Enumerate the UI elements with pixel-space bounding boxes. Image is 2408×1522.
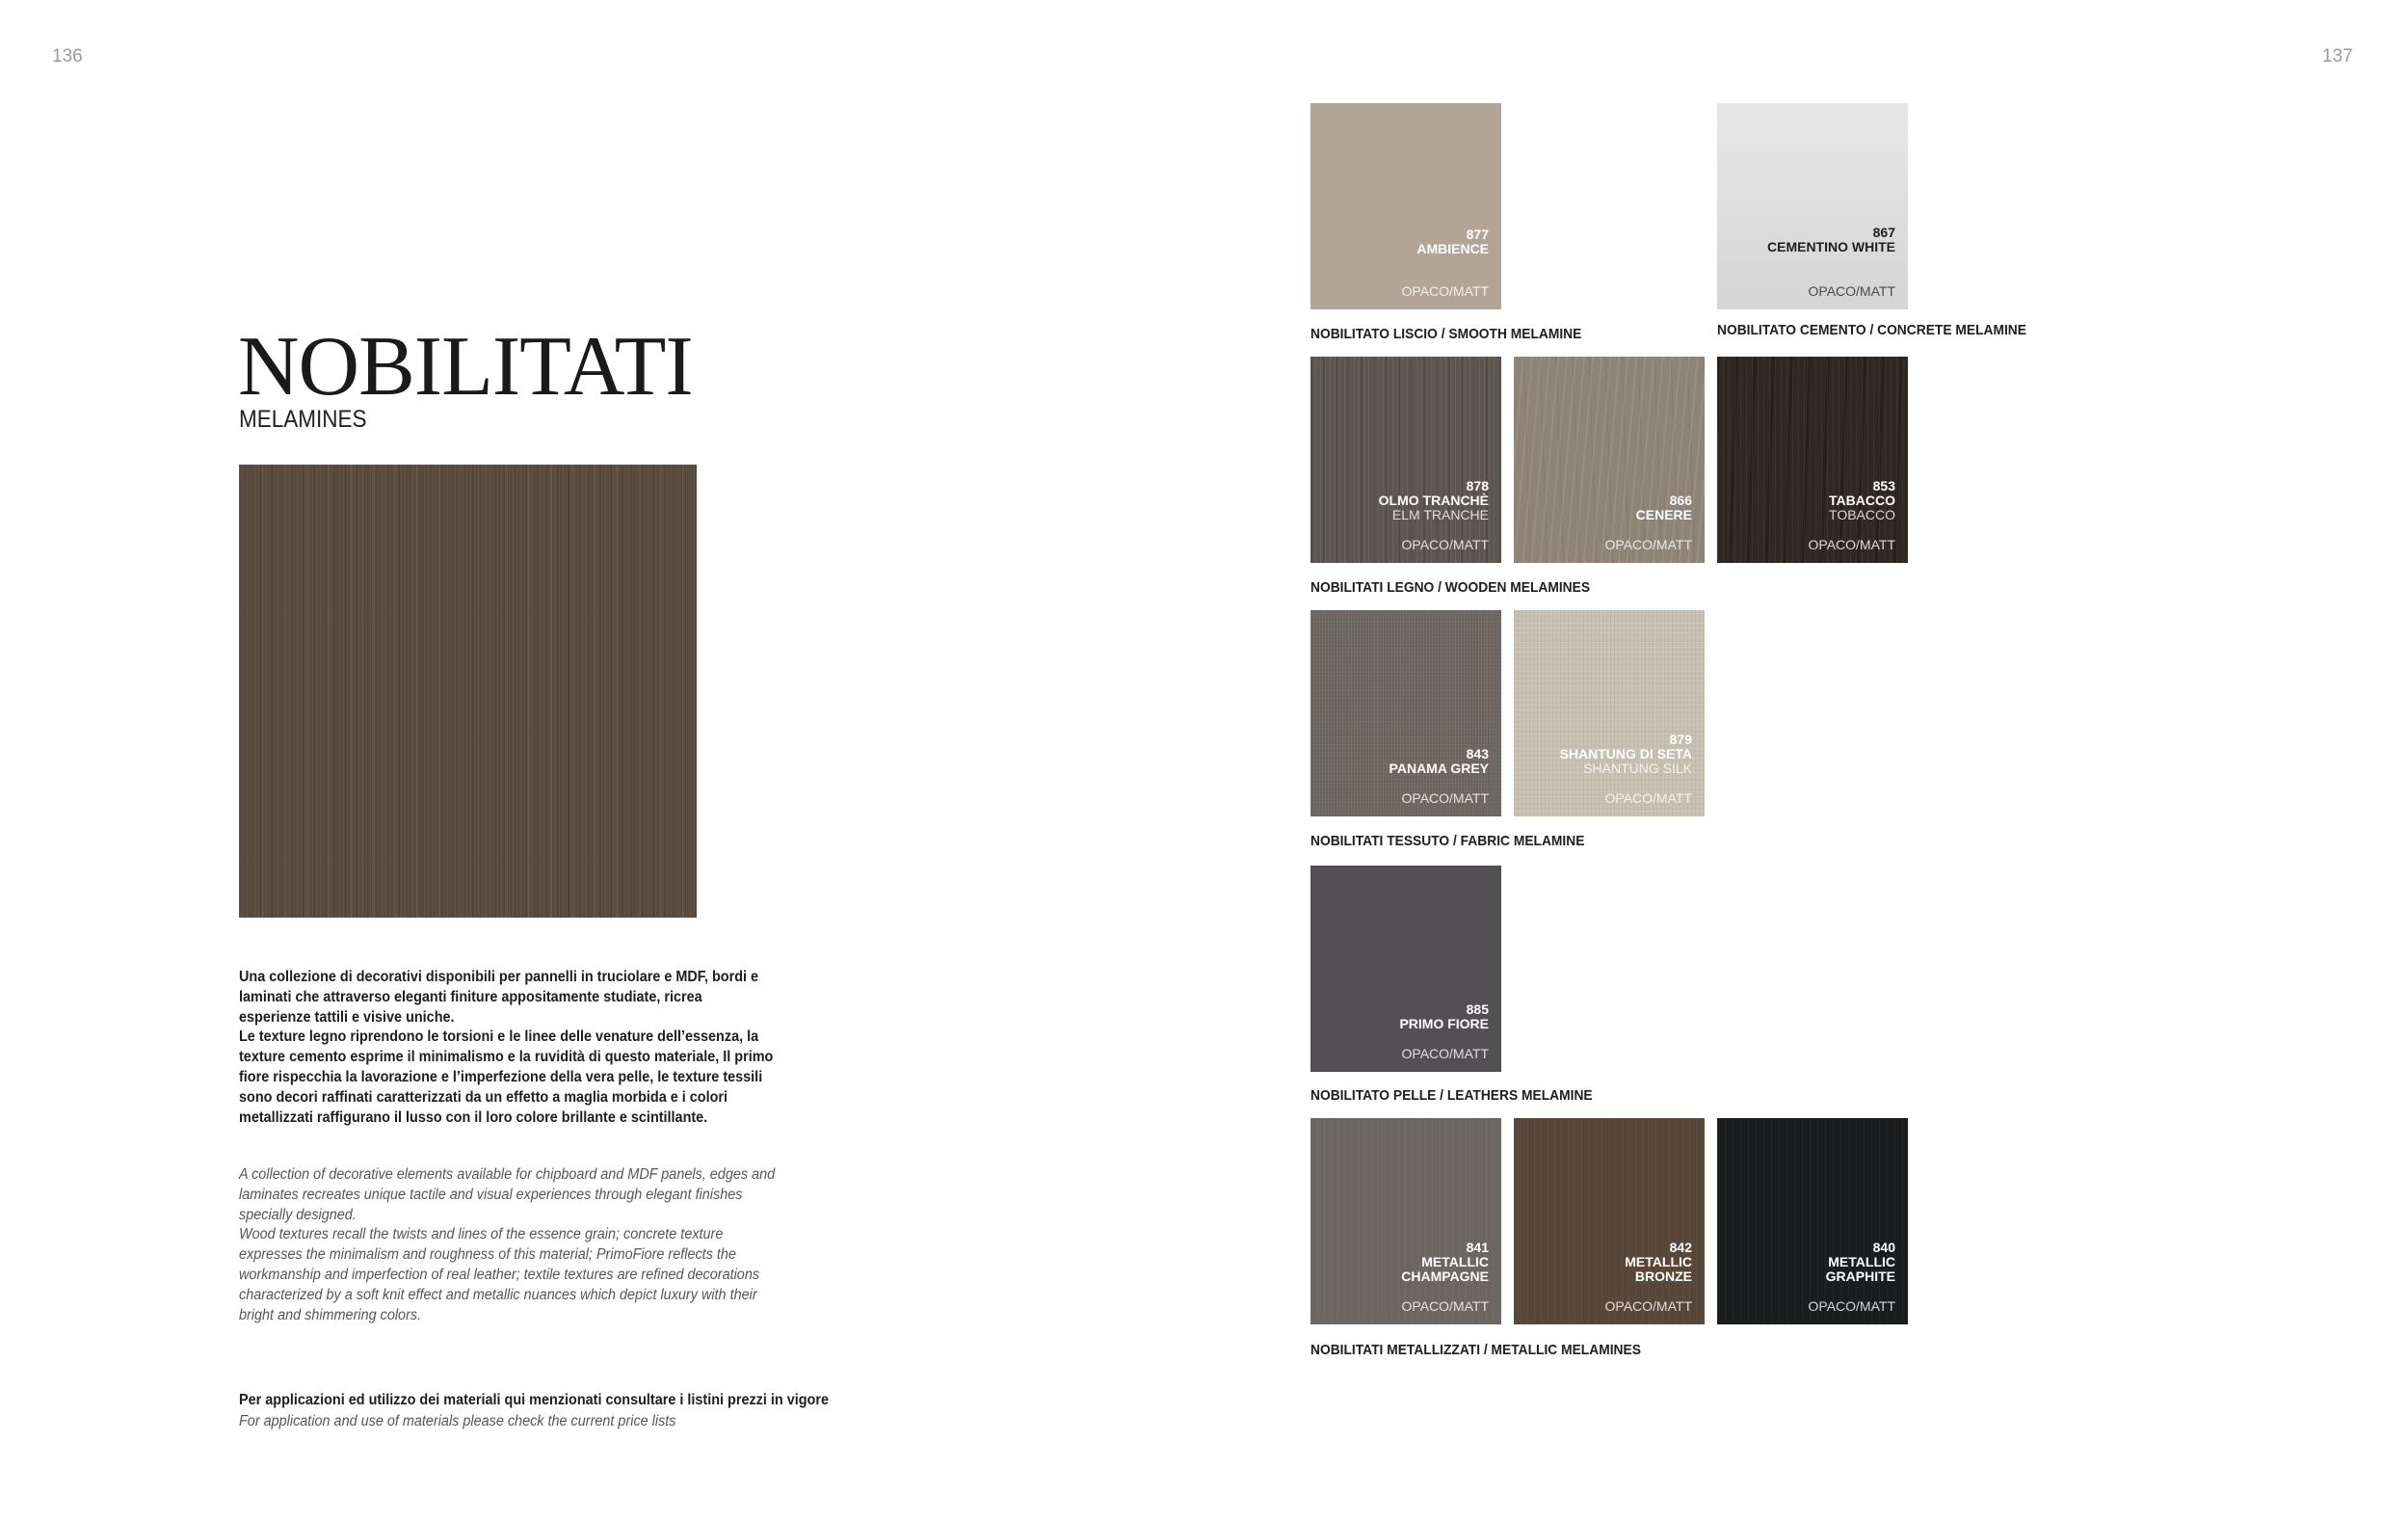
price-list-note-italian: Per applicazioni ed utilizzo dei materiali qui menzionati consultare i listini prezzi in vigore bbox=[239, 1392, 829, 1408]
page-subtitle: MELAMINES bbox=[239, 405, 367, 433]
description-italian-p2: Le texture legno riprendono le torsioni e le linee delle venature dell’essenza, la texture cemento esprime il minimalismo e la ruvidità di questo materiale, Il primo fiore rispecchia la lavorazione e l’imperfezione della vera pelle, le texture tessili sono decori raffinati caratterizzati da un effetto a maglia morbida e i colori metallizzati raffigurano il lusso con il loro colore brillante e scintillante. bbox=[239, 1028, 774, 1126]
swatch-code: 842 bbox=[1669, 1240, 1692, 1255]
swatch-finish: OPACO/MATT bbox=[1401, 283, 1489, 299]
swatch-label bbox=[1625, 1241, 1692, 1284]
swatch-finish: OPACO/MATT bbox=[1401, 790, 1489, 806]
group-label-metallic: NOBILITATI METALLIZZATI / METALLIC MELAMINES bbox=[1310, 1342, 1641, 1358]
swatch-subname: TOBACCO bbox=[1829, 507, 1895, 522]
group-label-fabric: NOBILITATI TESSUTO / FABRIC MELAMINE bbox=[1310, 833, 1585, 849]
swatch-code: 885 bbox=[1466, 1001, 1489, 1017]
swatch-texture bbox=[1514, 1118, 1705, 1324]
hero-texture-image bbox=[239, 465, 697, 918]
swatch-label bbox=[1829, 479, 1895, 522]
swatch-label bbox=[1416, 227, 1489, 256]
swatch-texture bbox=[1514, 357, 1705, 563]
swatch-code: 878 bbox=[1466, 478, 1489, 494]
page-title: NOBILITATI bbox=[238, 319, 693, 414]
swatch-code: 853 bbox=[1872, 478, 1895, 494]
group-label-wooden: NOBILITATI LEGNO / WOODEN MELAMINES bbox=[1310, 579, 1591, 596]
swatch-name-line2: CHAMPAGNE bbox=[1401, 1268, 1489, 1284]
swatch-866-cenere[interactable] bbox=[1514, 357, 1705, 563]
swatch-finish: OPACO/MATT bbox=[1808, 537, 1895, 552]
swatch-texture bbox=[1310, 866, 1501, 1072]
swatch-878-olmo-tranche[interactable] bbox=[1310, 357, 1501, 563]
description-italian bbox=[239, 968, 777, 1128]
swatch-843-panama-grey[interactable] bbox=[1310, 610, 1501, 816]
swatch-texture bbox=[1717, 103, 1908, 309]
swatch-name-line1: METALLIC bbox=[1625, 1254, 1692, 1269]
swatch-867-cementino-white[interactable] bbox=[1717, 103, 1908, 309]
swatch-879-shantung-di-seta[interactable] bbox=[1514, 610, 1705, 816]
swatch-subname: ELM TRANCHE bbox=[1391, 507, 1489, 522]
swatch-877-ambience[interactable] bbox=[1310, 103, 1501, 309]
swatch-texture bbox=[1310, 1118, 1501, 1324]
description-english bbox=[239, 1165, 777, 1325]
description-italian-p1: Una collezione di decorativi disponibili per pannelli in truciolare e MDF, bordi e laminati che attraverso eleganti finiture appositamente studiate, ricrea esperienze tattili e visive uniche. bbox=[239, 969, 759, 1026]
swatch-name-line2: BRONZE bbox=[1634, 1268, 1692, 1284]
swatch-841-metallic-champagne[interactable] bbox=[1310, 1118, 1501, 1324]
swatch-texture bbox=[1717, 1118, 1908, 1324]
swatch-code: 866 bbox=[1669, 493, 1692, 508]
swatch-name-line2: GRAPHITE bbox=[1825, 1268, 1895, 1284]
swatch-name-line1: METALLIC bbox=[1421, 1254, 1489, 1269]
swatch-finish: OPACO/MATT bbox=[1604, 790, 1692, 806]
group-label-leathers: NOBILITATO PELLE / LEATHERS MELAMINE bbox=[1310, 1087, 1593, 1104]
swatch-code: 840 bbox=[1872, 1240, 1895, 1255]
swatch-finish: OPACO/MATT bbox=[1808, 283, 1895, 299]
swatch-label bbox=[1767, 226, 1895, 254]
swatch-name-line1: METALLIC bbox=[1828, 1254, 1895, 1269]
swatch-texture bbox=[1310, 610, 1501, 816]
swatch-label bbox=[1826, 1241, 1895, 1284]
swatch-finish: OPACO/MATT bbox=[1808, 1298, 1895, 1314]
swatch-label bbox=[1636, 494, 1692, 522]
page-number-right: 137 bbox=[2322, 46, 2353, 67]
swatch-label bbox=[1399, 1002, 1489, 1031]
swatch-885-primo-fiore[interactable] bbox=[1310, 866, 1501, 1072]
page-number-left: 136 bbox=[52, 46, 83, 67]
swatch-subname: SHANTUNG SILK bbox=[1583, 761, 1692, 776]
price-list-note-english: For application and use of materials please check the current price lists bbox=[239, 1413, 676, 1429]
swatch-name: CEMENTINO WHITE bbox=[1767, 239, 1895, 254]
swatch-texture bbox=[1310, 357, 1501, 563]
swatch-texture bbox=[1717, 357, 1908, 563]
group-label-smooth: NOBILITATO LISCIO / SMOOTH MELAMINE bbox=[1310, 326, 1582, 342]
swatch-finish: OPACO/MATT bbox=[1401, 537, 1489, 552]
swatch-name: PANAMA GREY bbox=[1389, 761, 1489, 776]
swatch-name: CENERE bbox=[1635, 507, 1692, 522]
swatch-code: 877 bbox=[1466, 227, 1489, 242]
swatch-840-metallic-graphite[interactable] bbox=[1717, 1118, 1908, 1324]
swatch-name: PRIMO FIORE bbox=[1399, 1016, 1489, 1031]
swatch-name: SHANTUNG DI SETA bbox=[1559, 746, 1692, 761]
swatch-name: AMBIENCE bbox=[1416, 241, 1489, 256]
swatch-label bbox=[1560, 733, 1692, 776]
swatch-finish: OPACO/MATT bbox=[1604, 537, 1692, 552]
swatch-finish: OPACO/MATT bbox=[1401, 1298, 1489, 1314]
swatch-code: 841 bbox=[1466, 1240, 1489, 1255]
swatch-finish: OPACO/MATT bbox=[1401, 1046, 1489, 1061]
group-label-concrete: NOBILITATO CEMENTO / CONCRETE MELAMINE bbox=[1717, 322, 2026, 338]
swatch-code: 843 bbox=[1466, 746, 1489, 761]
description-english-p2: Wood textures recall the twists and lines of the essence grain; concrete texture expresses the minimalism and roughness of this material; PrimoFiore reflects the workmanship and imperfection of real leather; textile textures are refined decorations characterized by a soft knit effect and metallic nuances which depict luxury with their bright and shimmering colors. bbox=[239, 1226, 760, 1323]
swatch-name: OLMO TRANCHÈ bbox=[1378, 493, 1489, 508]
swatch-853-tabacco[interactable] bbox=[1717, 357, 1908, 563]
swatch-texture bbox=[1310, 103, 1501, 309]
swatch-code: 867 bbox=[1872, 225, 1895, 240]
description-english-p1: A collection of decorative elements available for chipboard and MDF panels, edges and laminates recreates unique tactile and visual experiences through elegant finishes specially designed. bbox=[239, 1166, 776, 1223]
swatch-name: TABACCO bbox=[1829, 493, 1895, 508]
swatch-label bbox=[1401, 1241, 1489, 1284]
swatch-label bbox=[1379, 479, 1489, 522]
swatch-texture bbox=[1514, 610, 1705, 816]
swatch-code: 879 bbox=[1669, 732, 1692, 747]
swatch-842-metallic-bronze[interactable] bbox=[1514, 1118, 1705, 1324]
swatch-finish: OPACO/MATT bbox=[1604, 1298, 1692, 1314]
swatch-label bbox=[1389, 747, 1489, 776]
